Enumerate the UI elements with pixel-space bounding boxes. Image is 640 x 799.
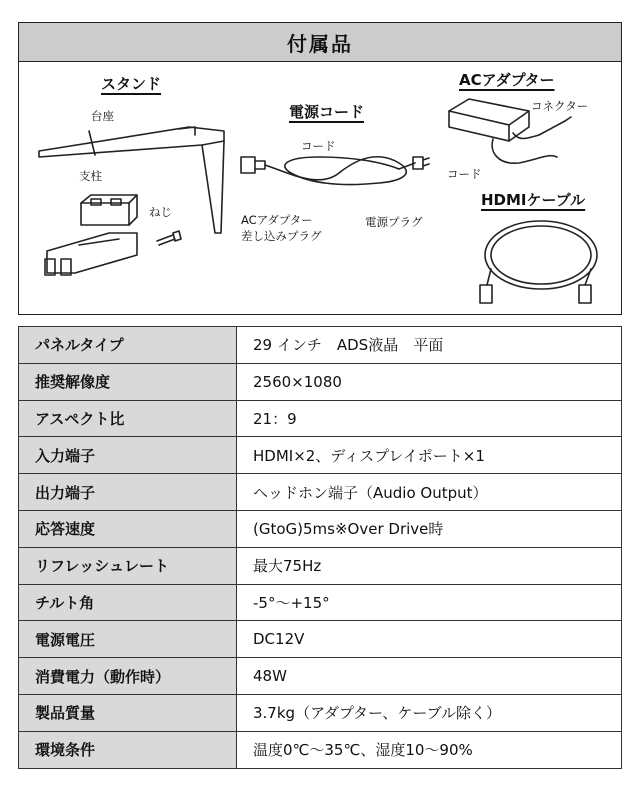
spec-table-body — [19, 327, 622, 769]
spec-table — [18, 326, 622, 769]
stand-base-icon — [39, 127, 224, 233]
stand-pillar-icon — [45, 195, 137, 275]
spec-label: 応答速度 — [19, 510, 237, 547]
spec-value: -5°～+15° — [237, 584, 622, 621]
spec-row — [19, 363, 622, 400]
ac-plug-label-line1: ACアダプター — [241, 213, 313, 227]
spec-row — [19, 437, 622, 474]
spec-row — [19, 584, 622, 621]
spec-label: 製品質量 — [19, 694, 237, 731]
power-cord-cord-label: コード — [301, 139, 336, 153]
spec-label: チルト角 — [19, 584, 237, 621]
stand-base-label: 台座 — [91, 109, 114, 123]
screw-icon — [157, 231, 181, 245]
spec-value: 最大75Hz — [237, 547, 622, 584]
spec-label: パネルタイプ — [19, 327, 237, 364]
stand-title: スタンド — [101, 75, 162, 93]
power-cord-title: 電源コード — [289, 103, 365, 121]
power-plug-label: 電源プラグ — [365, 215, 423, 229]
spec-label: 環境条件 — [19, 731, 237, 768]
spec-label: リフレッシュレート — [19, 547, 237, 584]
stand-pillar-label: 支柱 — [79, 169, 102, 183]
spec-row — [19, 510, 622, 547]
spec-value: 温度0℃～35℃、湿度10～90% — [237, 731, 622, 768]
spec-value: 48W — [237, 658, 622, 695]
hdmi-cable-title: HDMIケーブル — [481, 191, 586, 209]
spec-label: 消費電力（動作時） — [19, 658, 237, 695]
hdmi-cable-icon — [480, 221, 597, 303]
spec-value: (GtoG)5ms※Over Drive時 — [237, 510, 622, 547]
spec-value: 2560×1080 — [237, 363, 622, 400]
spec-row — [19, 400, 622, 437]
spec-value: 3.7kg（アダプター、ケーブル除く） — [237, 694, 622, 731]
spec-value: ヘッドホン端子（Audio Output） — [237, 474, 622, 511]
spec-row — [19, 694, 622, 731]
spec-row — [19, 658, 622, 695]
spec-row — [19, 731, 622, 768]
spec-value: 29 インチ ADS液晶 平面 — [237, 327, 622, 364]
ac-plug-label-line2: 差し込みプラグ — [241, 229, 322, 243]
spec-value: DC12V — [237, 621, 622, 658]
spec-row — [19, 547, 622, 584]
screw-label: ねじ — [149, 205, 172, 219]
ac-adapter-title: ACアダプター — [459, 71, 555, 89]
accessories-header: 付属品 — [19, 23, 621, 62]
spec-label: 入力端子 — [19, 437, 237, 474]
spec-row — [19, 474, 622, 511]
spec-row — [19, 621, 622, 658]
ac-adapter-cord-label: コード — [447, 167, 482, 181]
spec-label: 推奨解像度 — [19, 363, 237, 400]
power-cord-icon — [241, 157, 429, 185]
spec-value: 21：9 — [237, 400, 622, 437]
accessories-illustration — [19, 23, 623, 316]
spec-label: 出力端子 — [19, 474, 237, 511]
spec-label: アスペクト比 — [19, 400, 237, 437]
spec-row — [19, 327, 622, 364]
connector-label: コネクター — [531, 99, 589, 113]
spec-label: 電源電圧 — [19, 621, 237, 658]
spec-value: HDMI×2、ディスプレイポート×1 — [237, 437, 622, 474]
accessories-box — [18, 22, 622, 315]
